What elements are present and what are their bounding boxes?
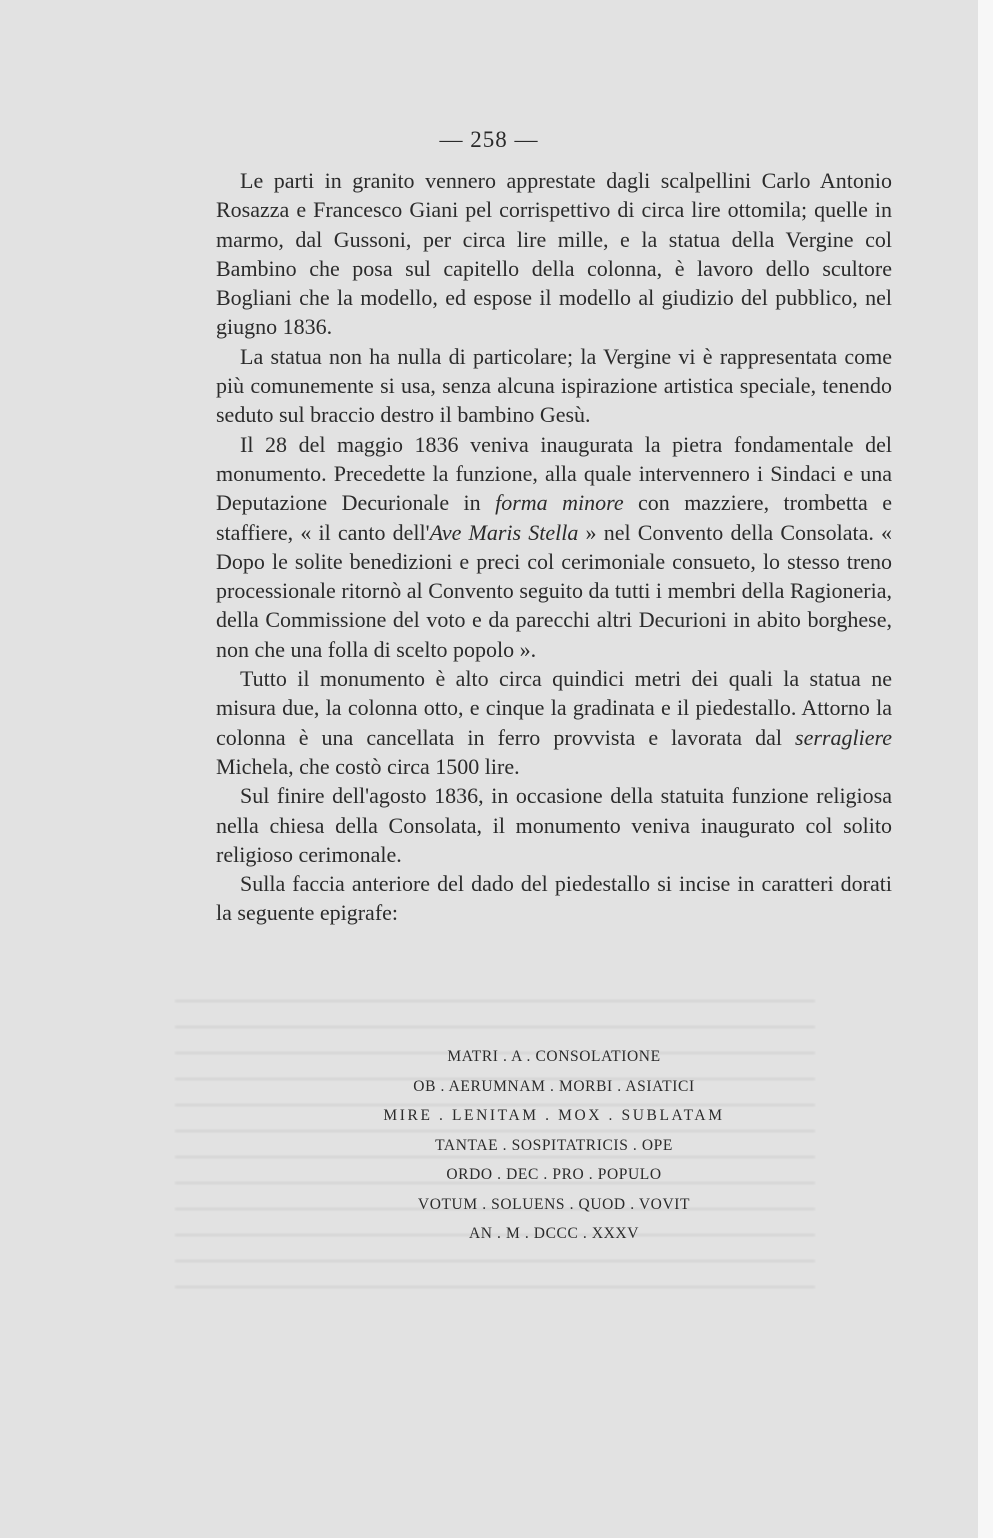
paragraph-5: Sul finire dell'agosto 1836, in occasione della statuita funzione religiosa nella chiesa della Consolata, il monumento veniva inaugurato col solito religioso cerimonale. bbox=[216, 783, 892, 867]
paragraph-1: Le parti in granito vennero apprestate dagli scalpellini Carlo Antonio Rosazza e Francesco Giani pel corrispettivo di circa lire ottomila; quelle in marmo, dal Gussoni, per circa lire mille, e la statua della Vergine col Bambino che posa sul capitello della colonna, è lavoro dello scultore Bogliani che la modello, ed espose il modello al giudizio del pubblico, nel giugno 1836. bbox=[216, 168, 892, 340]
paragraph-6: Sulla faccia anteriore del dado del piedestallo si incise in caratteri dorati la seguente epigrafe: bbox=[216, 871, 892, 926]
epigraph-line: ORDO . DEC . PRO . POPULO bbox=[446, 1166, 662, 1183]
epigraph-line: VOTUM . SOLUENS . QUOD . VOVIT bbox=[417, 1195, 691, 1213]
epigraph-line: MATRI . A . CONSOLATIONE bbox=[447, 1048, 661, 1065]
paragraph-4-text-a: Tutto il monumento è alto circa quindici metri dei quali la statua ne misura due, la colonna otto, e cinque la gradinata e il piedestallo. Attorno la colonna è una cancellata in ferro provvista e lavorata dal bbox=[216, 666, 892, 750]
italic-forma-minore: forma minore bbox=[495, 490, 624, 516]
paragraph-3-text-c: » nel Convento della Consolata. « Dopo le solite benedizioni e preci col cerimoniale consueto, lo stesso treno processionale ritornò al Convento seguito da tutti i membri della Ragioneria, della Commissione del voto e da parecchi altri Decurioni in abito borghese, non che una folla di scelto popolo ». bbox=[216, 519, 893, 662]
body-text bbox=[216, 166, 892, 928]
epigraph-line: OB . AERUMNAM . MORBI . ASIATICI bbox=[413, 1077, 695, 1095]
paragraph-3-text-a: Il 28 del maggio 1836 veniva inaugurata la pietra fondamentale del monumento. Precedette la funzione, alla quale intervennero i Sindaci e una Deputazione Decurionale in bbox=[216, 431, 892, 516]
epigraph bbox=[216, 1042, 892, 1249]
paragraph-3 bbox=[216, 430, 892, 664]
italic-serragliere: serragliere bbox=[795, 724, 892, 750]
italic-ave-maris-stella: Ave Maris Stella bbox=[429, 519, 579, 545]
paragraph-4-text-b: Michela, che costò circa 1500 lire. bbox=[216, 753, 520, 779]
paragraph-2: La statua non ha nulla di particolare; la Vergine vi è rappresentata come più comunemente si usa, senza alcuna ispirazione artistica speciale, tenendo seduto sul braccio destro il bambino Gesù. bbox=[216, 343, 892, 428]
paragraph-4 bbox=[216, 664, 892, 781]
scan-margin bbox=[978, 0, 993, 1538]
epigraph-line: TANTAE . SOSPITATRICIS . OPE bbox=[435, 1136, 673, 1154]
page-number: — 258 — bbox=[439, 127, 539, 152]
paragraph-3-text-b: con mazziere, trombetta e staffiere, « il canto dell' bbox=[216, 490, 892, 545]
epigraph-line: MIRE . LENITAM . MOX . SUBLATAM bbox=[383, 1107, 725, 1124]
epigraph-line: AN . M . DCCC . XXXV bbox=[468, 1225, 640, 1242]
